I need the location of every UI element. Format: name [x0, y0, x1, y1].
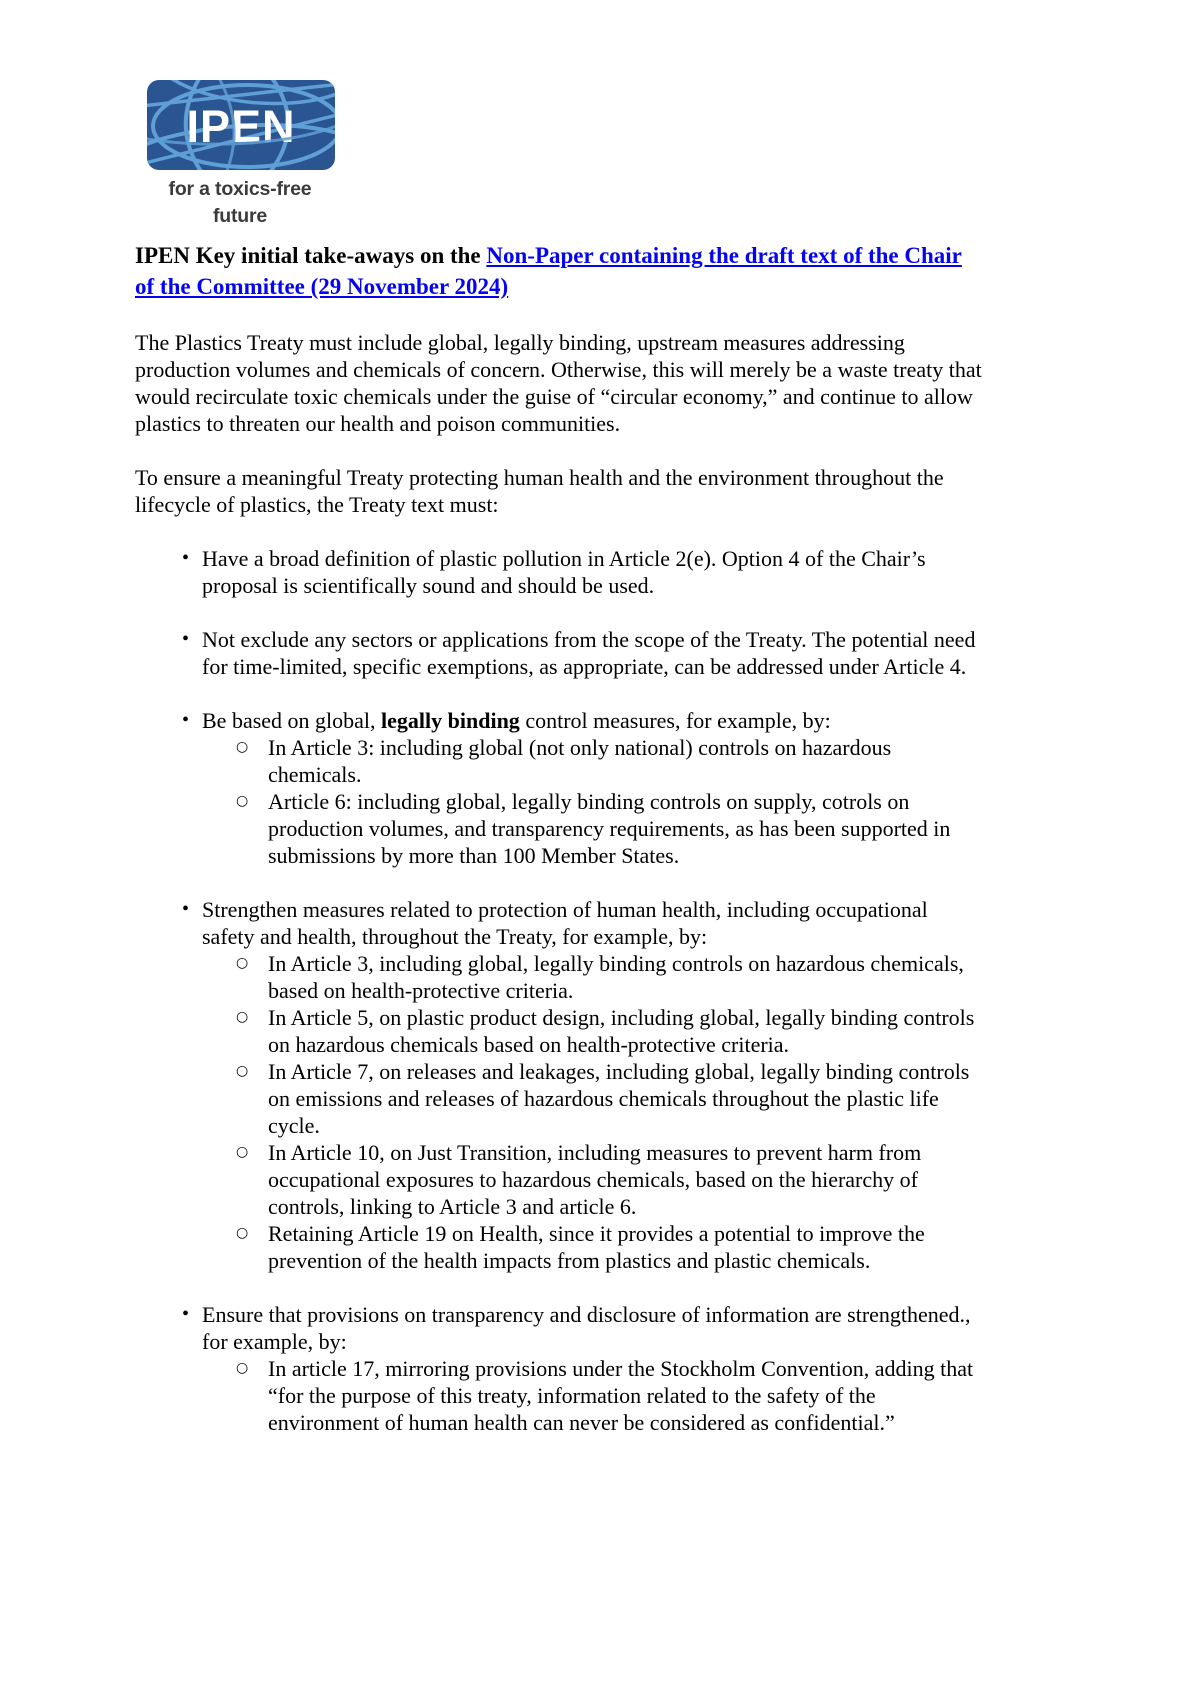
- logo-wordmark: IPEN: [186, 101, 296, 152]
- sub-bullet-text: In Article 3: including global (not only national) controls on hazardous chemicals.: [268, 735, 892, 787]
- sub-bullet-marker-icon: ○: [236, 1225, 249, 1241]
- bullet-marker-icon: •: [182, 547, 190, 569]
- title-prefix: IPEN Key initial take-aways on the: [135, 243, 487, 268]
- sub-bullet-marker-icon: ○: [236, 1009, 249, 1025]
- bullet-text-segment: Be based on global,: [202, 708, 382, 733]
- sub-bullet-item: [202, 1139, 985, 1220]
- sub-bullet-text: In Article 10, on Just Transition, including measures to prevent harm from occupational exposures to hazardous chemicals, based on the hierarchy of controls, linking to Article 3 and article 6.: [268, 1140, 922, 1219]
- ipen-logo-graphic: [147, 80, 335, 170]
- logo-tagline: for a toxics-free future: [168, 178, 312, 227]
- bullet-text: [202, 1301, 985, 1355]
- bullet-marker-icon: •: [182, 1303, 190, 1325]
- bullet-item: [135, 545, 985, 599]
- bullet-marker-icon: •: [182, 709, 190, 731]
- sub-bullet-item: [202, 1004, 985, 1058]
- nonpaper-link[interactable]: Non-Paper containing the draft text of the Chair of the Committee (29 November 2024): [135, 243, 962, 299]
- bullet-text-bold-segment: legally binding: [381, 708, 520, 733]
- bullet-text-segment: Not exclude any sectors or applications from the scope of the Treaty. The potential need for time-limited, specific exemptions, as appropriate, can be addressed under Article 4.: [202, 627, 976, 679]
- sub-bullet-item: [202, 950, 985, 1004]
- sub-bullet-marker-icon: ○: [236, 1360, 249, 1376]
- sub-bullet-text: Article 6: including global, legally binding controls on supply, cotrols on production volumes, and transparency requirements, as has been supported in submissions by more than 100 Member States.: [268, 789, 951, 868]
- bullet-text: [202, 896, 985, 950]
- sub-bullet-list: [202, 734, 985, 869]
- bullet-item: [135, 626, 985, 680]
- sub-bullet-marker-icon: ○: [236, 793, 249, 809]
- sub-bullet-text: In article 17, mirroring provisions under the Stockholm Convention, adding that “for the purpose of this treaty, information related to the safety of the environment of human health can never be considered as confidential.”: [268, 1356, 974, 1435]
- sub-bullet-list: [202, 1355, 985, 1436]
- bullet-text: [202, 626, 985, 680]
- lede-paragraph: To ensure a meaningful Treaty protecting human health and the environment throughout the lifecycle of plastics, the Treaty text must:: [135, 465, 944, 517]
- document-title: [135, 240, 985, 302]
- bullet-text-segment: Have a broad definition of plastic pollution in Article 2(e). Option 4 of the Chair’s proposal is scientifically sound and should be used.: [202, 546, 926, 598]
- bullet-item: [135, 896, 985, 1274]
- bullet-marker-icon: •: [182, 628, 190, 650]
- sub-bullet-item: [202, 734, 985, 788]
- sub-bullet-item: [202, 1220, 985, 1274]
- sub-bullet-text: In Article 7, on releases and leakages, including global, legally binding controls on emissions and releases of hazardous chemicals throughout the plastic life cycle.: [268, 1059, 970, 1138]
- bullet-text: [202, 545, 985, 599]
- intro-paragraph: The Plastics Treaty must include global, legally binding, upstream measures addressing production volumes and chemicals of concern. Otherwise, this will merely be a waste treaty that would recirculate toxic chemicals under the guise of “circular economy,” and continue to allow plastics to threaten our health and poison communities.: [135, 330, 982, 436]
- sub-bullet-list: [202, 950, 985, 1274]
- sub-bullet-marker-icon: ○: [236, 1144, 249, 1160]
- bullet-text-segment: control measures, for example, by:: [519, 708, 831, 733]
- sub-bullet-marker-icon: ○: [236, 739, 249, 755]
- sub-bullet-marker-icon: ○: [236, 955, 249, 971]
- ipen-logo: [147, 80, 985, 230]
- bullet-item: [135, 1301, 985, 1436]
- sub-bullet-item: [202, 1355, 985, 1436]
- bullet-marker-icon: •: [182, 898, 190, 920]
- sub-bullet-text: In Article 3, including global, legally binding controls on hazardous chemicals, based on health-protective criteria.: [268, 951, 964, 1003]
- bullet-text: [202, 707, 985, 734]
- sub-bullet-text: Retaining Article 19 on Health, since it provides a potential to improve the prevention of the health impacts from plastics and plastic chemicals.: [268, 1221, 925, 1273]
- sub-bullet-item: [202, 1058, 985, 1139]
- bullet-list: [135, 545, 985, 1436]
- bullet-item: [135, 707, 985, 869]
- bullet-text-segment: Ensure that provisions on transparency and disclosure of information are strengthened., for example, by:: [202, 1302, 971, 1354]
- bullet-text-segment: Strengthen measures related to protection of human health, including occupational safety and health, throughout the Treaty, for example, by:: [202, 897, 928, 949]
- sub-bullet-text: In Article 5, on plastic product design, including global, legally binding controls on hazardous chemicals based on health-protective criteria.: [268, 1005, 975, 1057]
- sub-bullet-marker-icon: ○: [236, 1063, 249, 1079]
- sub-bullet-item: [202, 788, 985, 869]
